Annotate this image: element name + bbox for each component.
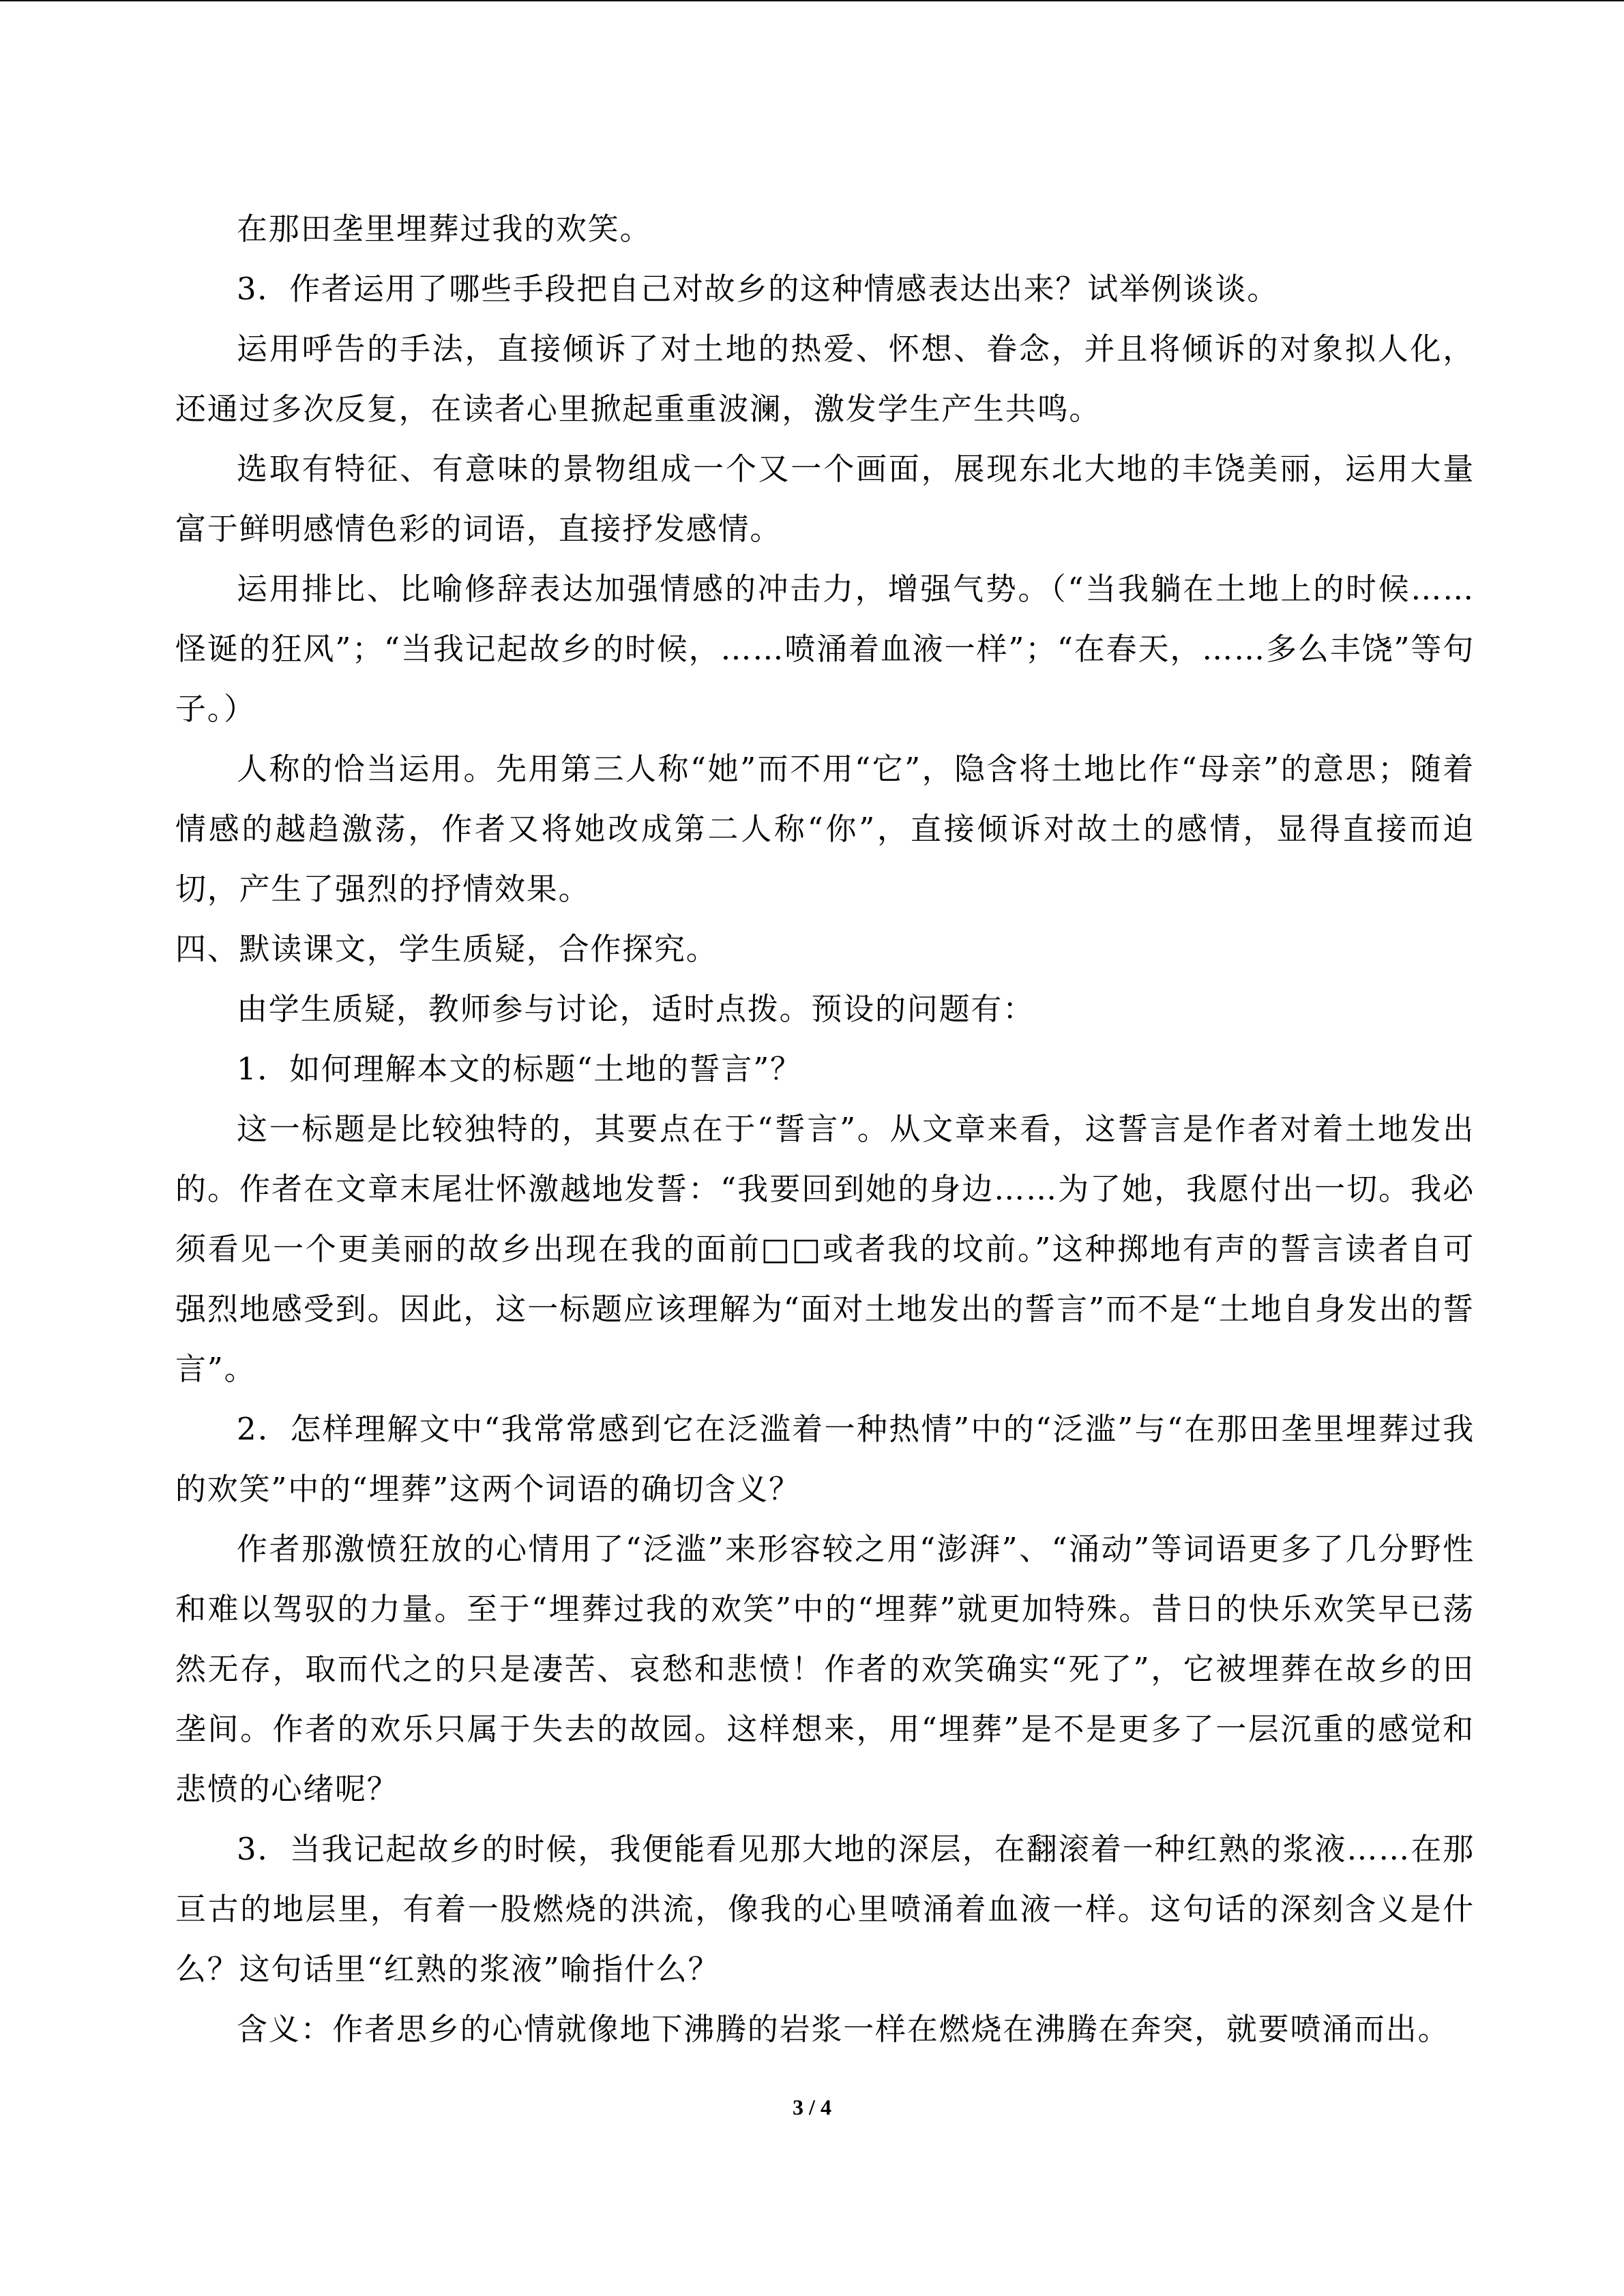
answer-3: 含义：作者思乡的心情就像地下沸腾的岩浆一样在燃烧在沸腾在奔突，就要喷涌而出。 [237,2011,1450,2047]
paragraph-apostrophe-technique: 运用呼告的手法，直接倾诉了对土地的热爱、怀想、眷念，并且将倾诉的对象拟人化，还通过多次反复，在读者心里掀起重重波澜，激发学生产生共鸣。 [175,331,1475,427]
question-3-heading: 3．作者运用了哪些手段把自己对故乡的这种情感表达出来？试举例谈谈。 [237,271,1280,307]
answer-1: 这一标题是比较独特的，其要点在于“誓言”。从文章来看，这誓言是作者对着土地发出的。作者在文章末尾壮怀激越地发誓：“我要回到她的身边……为了她，我愿付出一切。我必须看见一个更美丽的故乡出现在我的面前□□或者我的坟前。”这种掷地有声的誓言读者自可强烈地感受到。因此，这一标题应该理解为“面对土地发出的誓言”而不是“土地自身发出的誓言”。 [175,1111,1475,1387]
paragraph-parallelism-technique: 运用排比、比喻修辞表达加强情感的冲击力，增强气势。（“当我躺在土地上的时候……怪诞的狂风”；“当我记起故乡的时候，……喷涌着血液一样”；“在春天，……多么丰饶”等句子。） [175,571,1475,727]
paragraph-discussion-intro: 由学生质疑，教师参与讨论，适时点拨。预设的问题有： [237,991,1035,1027]
paragraph-person-technique: 人称的恰当运用。先用第三人称“她”而不用“它”，隐含将土地比作“母亲”的意思；随着情感的越趋激荡，作者又将她改成第二人称“你”，直接倾诉对故土的感情，显得直接而迫切，产生了强烈的抒情效果。 [175,751,1475,907]
top-border-rule [0,0,1624,1]
paragraph-imagery-technique: 选取有特征、有意味的景物组成一个又一个画面，展现东北大地的丰饶美丽，运用大量富于鲜明感情色彩的词语，直接抒发感情。 [175,451,1475,547]
discussion-question-2: 2．怎样理解文中“我常常感到它在泛滥着一种热情”中的“泛滥”与“在那田垄里埋葬过我的欢笑”中的“埋葬”这两个词语的确切含义？ [175,1411,1475,1507]
discussion-question-3: 3．当我记起故乡的时候，我便能看见那大地的深层，在翻滚着一种红熟的浆液……在那亘古的地层里，有着一股燃烧的洪流，像我的心里喷涌着血液一样。这句话的深刻含义是什么？这句话里“红熟的浆液”喻指什么？ [175,1831,1475,1987]
paragraph-1: 在那田垄里埋葬过我的欢笑。 [237,211,652,247]
answer-2: 作者那激愤狂放的心情用了“泛滥”来形容较之用“澎湃”、“涌动”等词语更多了几分野性和难以驾驭的力量。至于“埋葬过我的欢笑”中的“埋葬”就更加特殊。昔日的快乐欢笑早已荡然无存，取而代之的只是凄苦、哀愁和悲愤！作者的欢笑确实“死了”，它被埋葬在故乡的田垄间。作者的欢乐只属于失去的故园。这样想来，用“埋葬”是不是更多了一层沉重的感觉和悲愤的心绪呢？ [175,1531,1475,1807]
discussion-question-1: 1．如何理解本文的标题“土地的誓言”？ [237,1051,802,1087]
page-number: 3 / 4 [793,2095,831,2119]
document-body [175,199,1475,2059]
section-4-heading: 四、默读课文，学生质疑，合作探究。 [175,931,718,967]
